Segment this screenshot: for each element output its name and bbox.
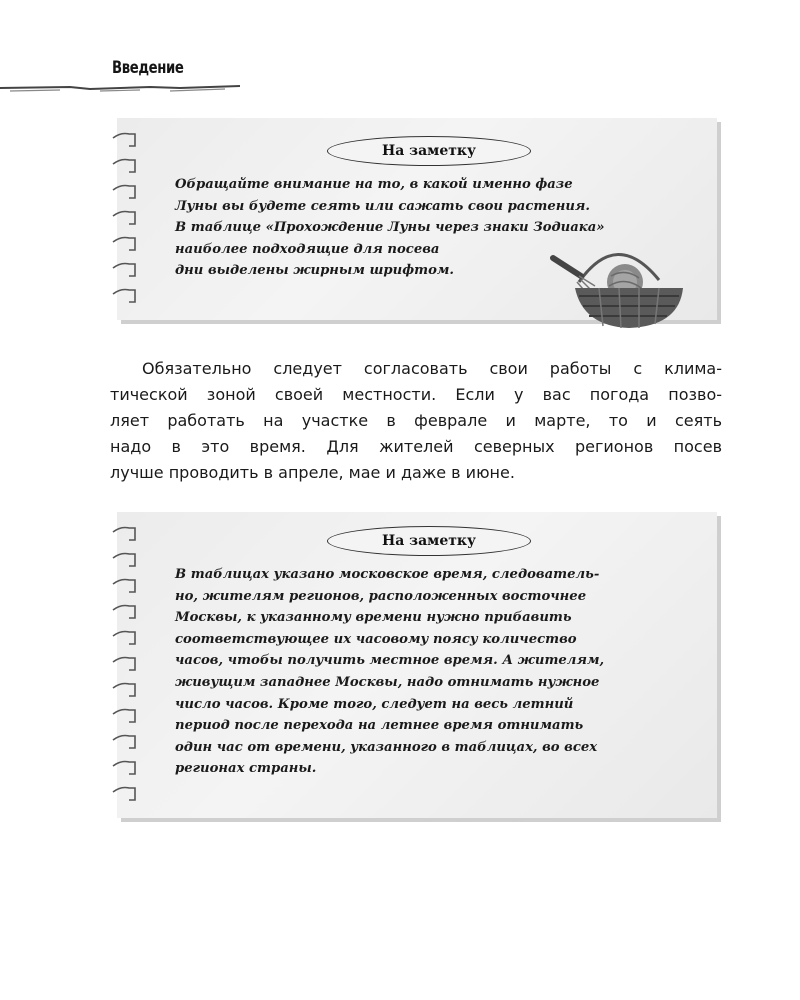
notebook-spiral-icon xyxy=(109,124,141,324)
note-line: В таблице «Прохождение Луны через знаки Зодиака» xyxy=(175,220,605,236)
section-header xyxy=(112,58,204,78)
section-rule xyxy=(0,82,240,94)
note-line: Луны вы будете сеять или сажать свои растения. xyxy=(175,198,591,214)
paragraph-line: надо в это время. Для жителей северных регионов посев xyxy=(110,437,722,456)
note-line: Москвы, к указанному времени нужно прибавить xyxy=(175,610,572,626)
garden-basket-icon xyxy=(539,246,695,330)
note-line: регионах страны. xyxy=(175,761,317,777)
note-line: Обращайте внимание на то, в какой именно фазе xyxy=(175,177,573,192)
note-line: соответствующее их часовому поясу количество xyxy=(175,631,577,647)
note-line: но, жителям регионов, расположенных восточнее xyxy=(175,588,587,604)
note-box-moon-phase xyxy=(117,118,717,320)
paragraph-line: Обязательно следует согласовать свои работы с клима- xyxy=(142,359,722,378)
note-box-moscow-time xyxy=(117,512,717,818)
note-line: один час от времени, указанного в таблицах, во всех xyxy=(175,739,598,755)
note-line: живущим западнее Москвы, надо отнимать нужное xyxy=(175,674,600,690)
note-title: На заметку xyxy=(327,136,531,166)
notebook-spiral-icon xyxy=(109,518,141,818)
note-line: часов, чтобы получить местное время. А жителям, xyxy=(175,653,605,669)
paragraph-line: ляет работать на участке в феврале и марте, то и сеять xyxy=(110,411,722,430)
note-line: В таблицах указано московское время, следователь- xyxy=(175,567,600,582)
note-line: период после перехода на летнее время отнимать xyxy=(175,718,584,734)
note-text xyxy=(175,564,604,780)
paragraph-line: тической зоной своей местности. Если у вас погода позво- xyxy=(110,385,722,404)
body-paragraph xyxy=(110,356,722,486)
paragraph-line: лучше проводить в апреле, мае и даже в июне. xyxy=(110,463,515,482)
note-title: На заметку xyxy=(327,526,531,556)
section-title: Введение xyxy=(112,58,184,78)
note-line: дни выделены жирным шрифтом. xyxy=(175,263,454,279)
note-line: число часов. Кроме того, следует на весь летний xyxy=(175,696,574,712)
note-line: наиболее подходящие для посева xyxy=(175,241,440,257)
